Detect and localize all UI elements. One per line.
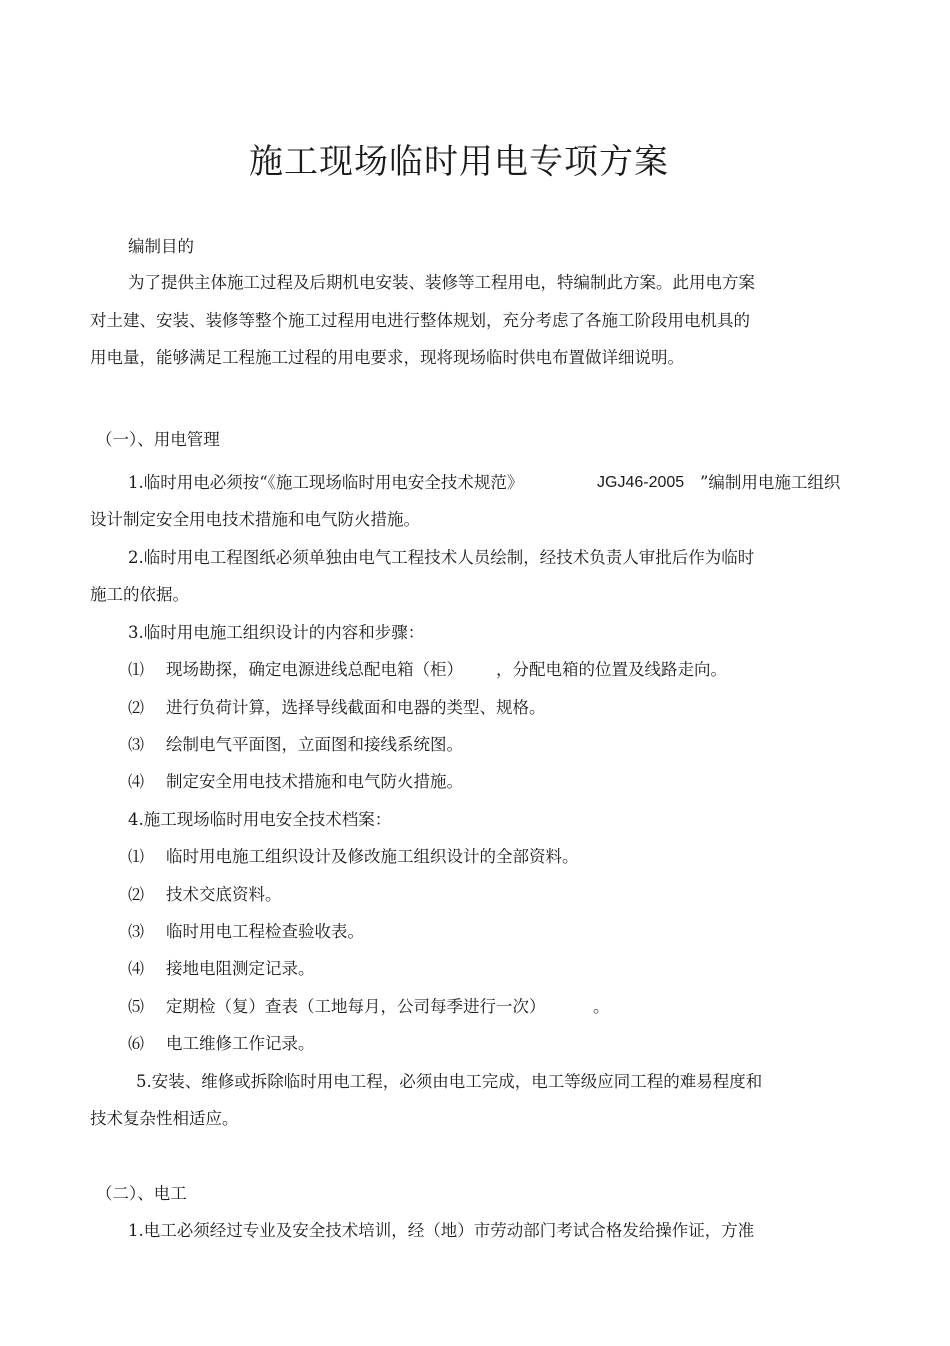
sub-item-text: 技术交底资料。 bbox=[166, 885, 282, 904]
item2-line2: 施工的依据。 bbox=[90, 585, 189, 604]
item3-heading: 3.临时用电施工组织设计的内容和步骤： bbox=[128, 623, 425, 642]
section-heading-management: （一）、用电管理 bbox=[96, 430, 220, 449]
sub-item-text: 临时用电施工组织设计及修改施工组织设计的全部资料。 bbox=[166, 847, 579, 866]
sub-item-number: ⑸ bbox=[128, 997, 145, 1016]
item1-line1-post: ”编制用电施工组织 bbox=[700, 473, 841, 492]
sub-item-text: 进行负荷计算，选择导线截面和电器的类型、规格。 bbox=[166, 698, 546, 717]
sub-item-number: ⑵ bbox=[128, 698, 145, 717]
item2-line1: 2.临时用电工程图纸必须单独由电气工程技术人员绘制，经技术负责人审批后作为临时 bbox=[128, 548, 755, 567]
sub-item-text: 接地电阻测定记录。 bbox=[166, 959, 315, 978]
purpose-line: 用电量，能够满足工程施工过程的用电要求，现将现场临时供电布置做详细说明。 bbox=[90, 348, 684, 367]
sub-item-number: ⑷ bbox=[128, 772, 145, 791]
standard-code: JGJ46-2005 bbox=[597, 474, 685, 491]
sub-item-number: ⑷ bbox=[128, 959, 145, 978]
sub-item-text: 现场勘探，确定电源进线总配电箱（柜） bbox=[166, 660, 463, 679]
sub-item-text: 临时用电工程检查验收表。 bbox=[166, 922, 364, 941]
item4-heading: 4.施工现场临时用电安全技术档案： bbox=[128, 810, 392, 829]
sub-item-text-cont: 。 bbox=[593, 997, 610, 1016]
sub-item-number: ⑴ bbox=[128, 660, 145, 679]
section-heading-electrician: （二）、电工 bbox=[96, 1184, 187, 1203]
item1-line2: 设计制定安全用电技术措施和电气防火措施。 bbox=[90, 510, 420, 529]
sub-item-number: ⑵ bbox=[128, 885, 145, 904]
document-title: 施工现场临时用电专项方案 bbox=[249, 142, 669, 182]
item1-line1-pre: 1.临时用电必须按“《施工现场临时用电安全技术规范》 bbox=[128, 473, 524, 492]
sub-item-text: 定期检（复）查表（工地每月，公司每季进行一次） bbox=[166, 997, 546, 1016]
sub-item-number: ⑹ bbox=[128, 1034, 145, 1053]
sub-item-number: ⑶ bbox=[128, 922, 145, 941]
item5-line2: 技术复杂性相适应。 bbox=[90, 1109, 239, 1128]
sub-item-text-cont: ，分配电箱的位置及线路走向。 bbox=[496, 660, 727, 679]
purpose-line: 对土建、安装、装修等整个施工过程用电进行整体规划，充分考虑了各施工阶段用电机具的 bbox=[90, 311, 750, 330]
sub-item-text: 绘制电气平面图，立面图和接线系统图。 bbox=[166, 735, 463, 754]
item5-line1: 5.安装、维修或拆除临时用电工程，必须由电工完成，电工等级应同工程的难易程度和 bbox=[136, 1072, 763, 1091]
purpose-heading: 编制目的 bbox=[128, 237, 194, 256]
purpose-line: 为了提供主体施工过程及后期机电安装、装修等工程用电，特编制此方案。此用电方案 bbox=[128, 273, 755, 292]
sub-item-text: 电工维修工作记录。 bbox=[166, 1034, 315, 1053]
sub-item-text: 制定安全用电技术措施和电气防火措施。 bbox=[166, 772, 463, 791]
sub-item-number: ⑴ bbox=[128, 847, 145, 866]
sub-item-number: ⑶ bbox=[128, 735, 145, 754]
electrician-item1: 1.电工必须经过专业及安全技术培训，经（地）市劳动部门考试合格发给操作证，方准 bbox=[128, 1221, 755, 1240]
